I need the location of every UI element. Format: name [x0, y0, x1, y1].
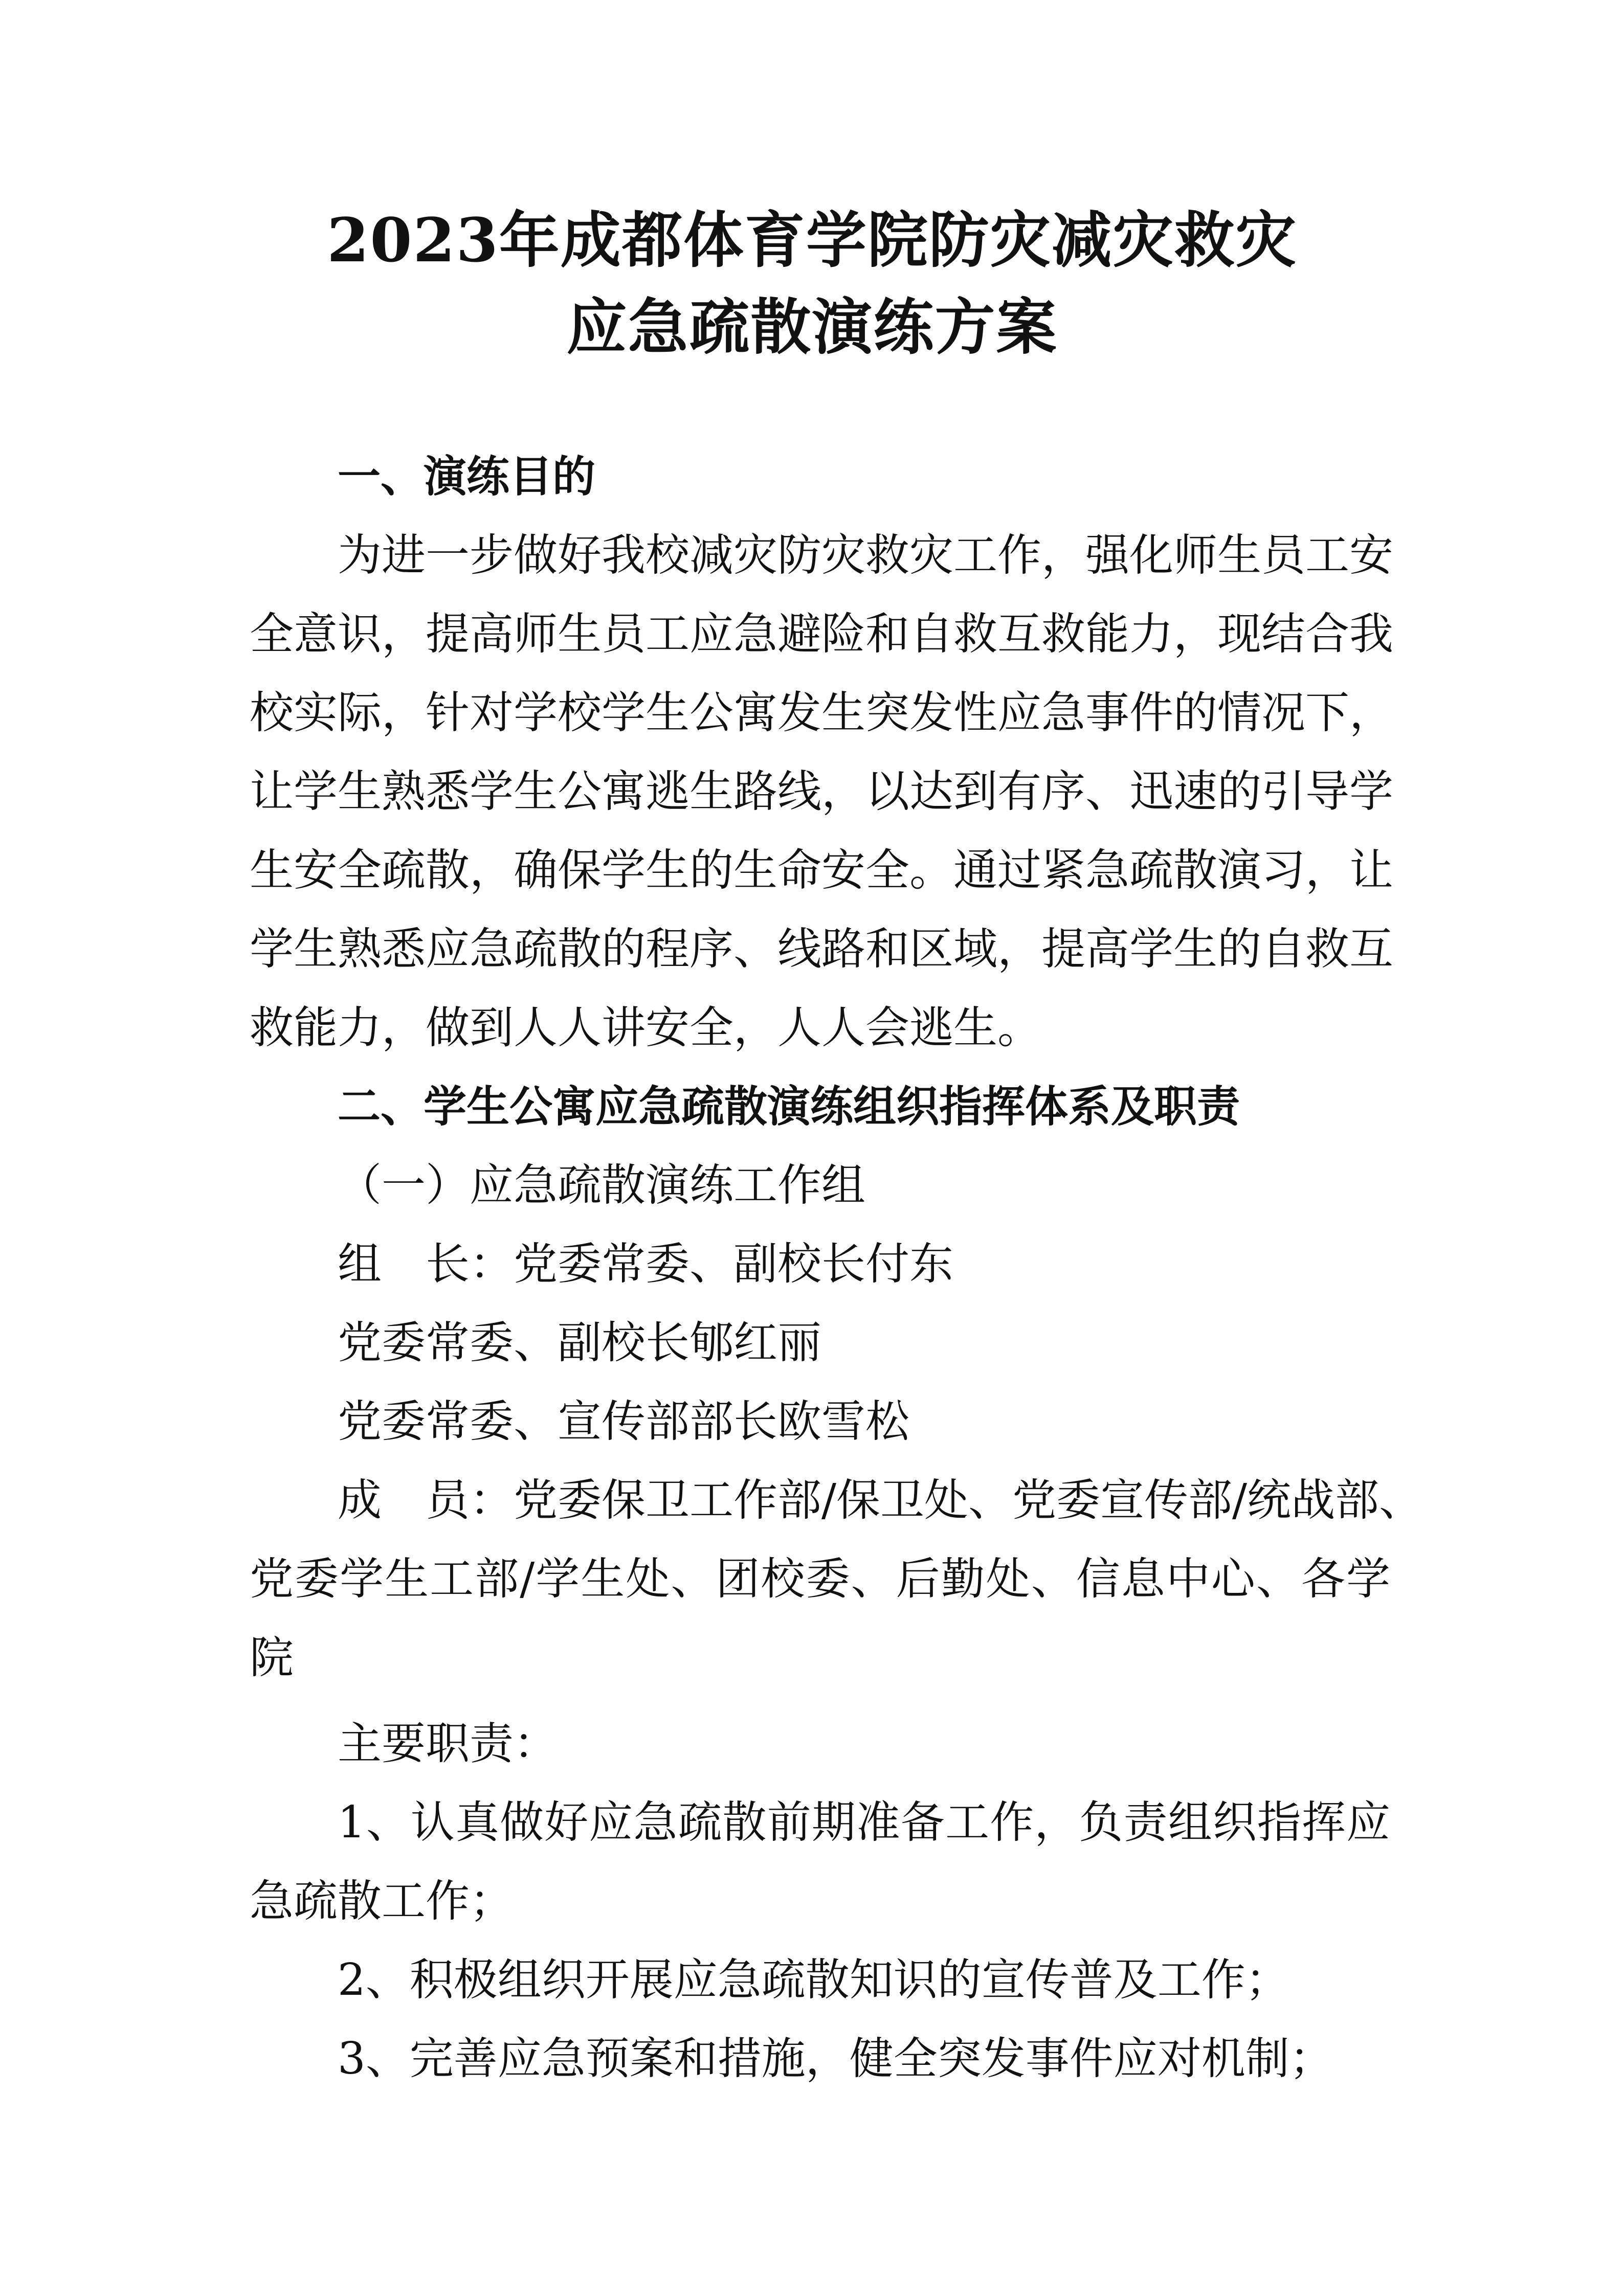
document-title [0, 197, 1624, 371]
title-line-1: 2023年成都体育学院防灾减灾救灾 [327, 205, 1297, 276]
paragraph-line: 全意识，提高师生员工应急避险和自救互救能力，现结合我 [250, 609, 1393, 660]
paragraph-line: 生安全疏散，确保学生的生命安全。通过紧急疏散演习，让 [250, 845, 1393, 896]
title-line-2: 应急疏散演练方案 [566, 291, 1058, 363]
leader-line: 组 长：党委常委、副校长付东 [338, 1239, 953, 1290]
paragraph-line: 学生熟悉应急疏散的程序、线路和区域，提高学生的自救互 [250, 924, 1393, 975]
deputy-line: 党委常委、宣传部部长欧雪松 [338, 1396, 909, 1447]
duty-line: 3、完善应急预案和措施，健全突发事件应对机制； [338, 2033, 1333, 2084]
members-line: 党委学生工部/学生处、团校委、后勤处、信息中心、各学 [250, 1554, 1390, 1605]
duty-line: 1、认真做好应急疏散前期准备工作，负责组织指挥应 [338, 1797, 1390, 1848]
paragraph-line: 让学生熟悉学生公寓逃生路线，以达到有序、迅速的引导学 [250, 766, 1393, 817]
duties-heading: 主要职责： [338, 1718, 558, 1769]
members-line: 成 员：党委保卫工作部/保卫处、党委宣传部/统战部、 [338, 1475, 1423, 1526]
paragraph-line: 为进一步做好我校减灾防灾救灾工作，强化师生员工安 [338, 530, 1393, 581]
paragraph-line: 救能力，做到人人讲安全，人人会逃生。 [250, 1002, 1041, 1053]
section-heading-organization: 二、学生公寓应急疏散演练组织指挥体系及职责 [338, 1082, 1240, 1132]
deputy-line: 党委常委、副校长郇红丽 [338, 1317, 821, 1368]
paragraph-line: 校实际，针对学校学生公寓发生突发性应急事件的情况下， [250, 687, 1393, 738]
duty-line: 急疏散工作； [250, 1876, 514, 1927]
document-body [250, 437, 1423, 2098]
section-heading-purpose: 一、演练目的 [338, 452, 596, 502]
members-line: 院 [250, 1632, 294, 1683]
subsection-heading-workgroup: （一）应急疏散演练工作组 [338, 1160, 865, 1211]
duty-line: 2、积极组织开展应急疏散知识的宣传普及工作； [338, 1954, 1289, 2006]
